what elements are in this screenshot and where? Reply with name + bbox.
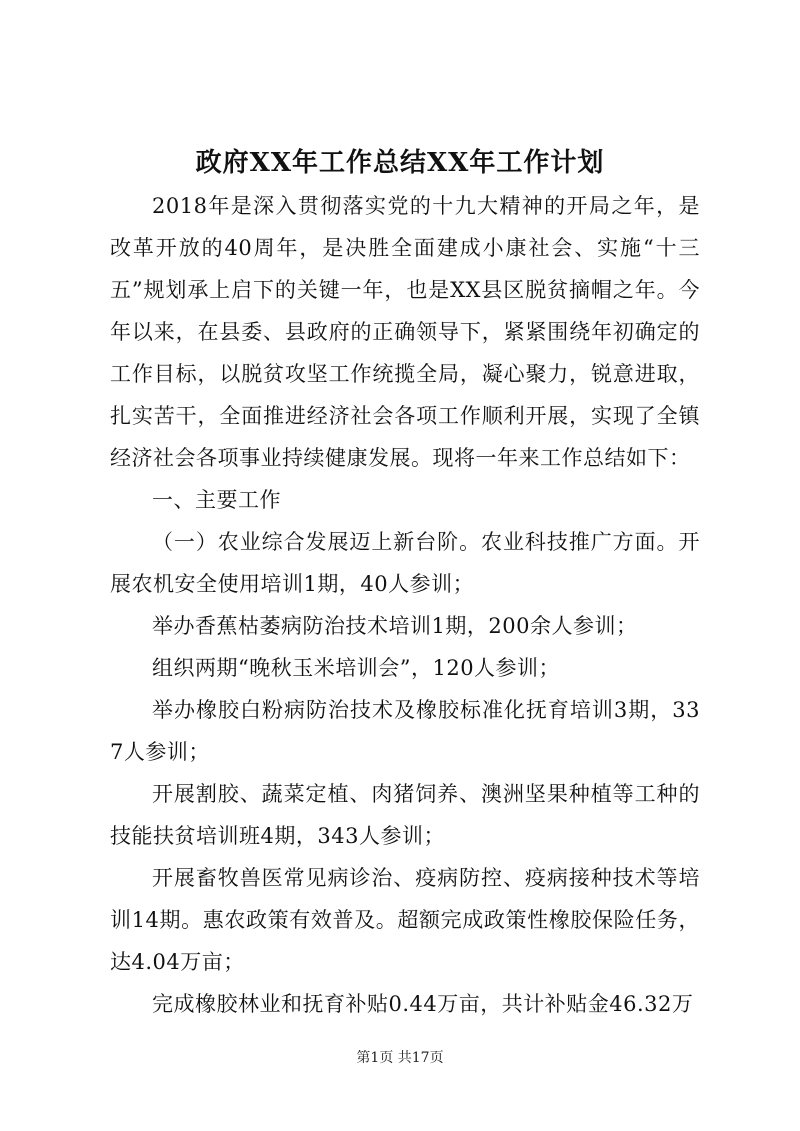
document-body — [110, 185, 700, 1025]
paragraph-banana-training: 举办香蕉枯萎病防治技术培训1期，200余人参训； — [152, 614, 638, 638]
paragraph-subsidy: 完成橡胶林业和抚育补贴0.44万亩，共计补贴金46.32万 — [152, 992, 694, 1016]
paragraph-veterinary-training: 开展畜牧兽医常见病诊治、疫病防控、疫病接种技术等培训14期。惠农政策有效普及。超额完成政策性橡胶保险任务，达4.04万亩； — [110, 866, 700, 974]
paragraph-corn-training: 组织两期“晚秋玉米培训会”，120人参训； — [152, 656, 561, 680]
paragraph-agriculture: （一）农业综合发展迈上新台阶。农业科技推广方面。开展农机安全使用培训1期，40人参训； — [110, 530, 700, 596]
paragraph-rubber-training: 举办橡胶白粉病防治技术及橡胶标准化抚育培训3期，337人参训； — [110, 698, 700, 764]
section-heading-main-work: 一、主要工作 — [152, 488, 281, 512]
page-footer: 第1页 共17页 — [356, 1050, 444, 1066]
paragraph-intro: 2018年是深入贯彻落实党的十九大精神的开局之年，是改革开放的40周年，是决胜全面建成小康社会、实施“十三五”规划承上启下的关键一年，也是XX县区脱贫摘帽之年。今年以来，在县委、县政府的正确领导下，紧紧围绕年初确定的工作目标，以脱贫攻坚工作统揽全局，凝心聚力，锐意进取，扎实苦干，全面推进经济社会各项工作顺利开展，实现了全镇经济社会各项事业持续健康发展。现将一年来工作总结如下： — [110, 194, 700, 470]
document-title: 政府XX年工作总结XX年工作计划 — [195, 148, 605, 178]
paragraph-skills-training: 开展割胶、蔬菜定植、肉猪饲养、澳洲坚果种植等工种的技能扶贫培训班4期，343人参训； — [110, 782, 700, 848]
